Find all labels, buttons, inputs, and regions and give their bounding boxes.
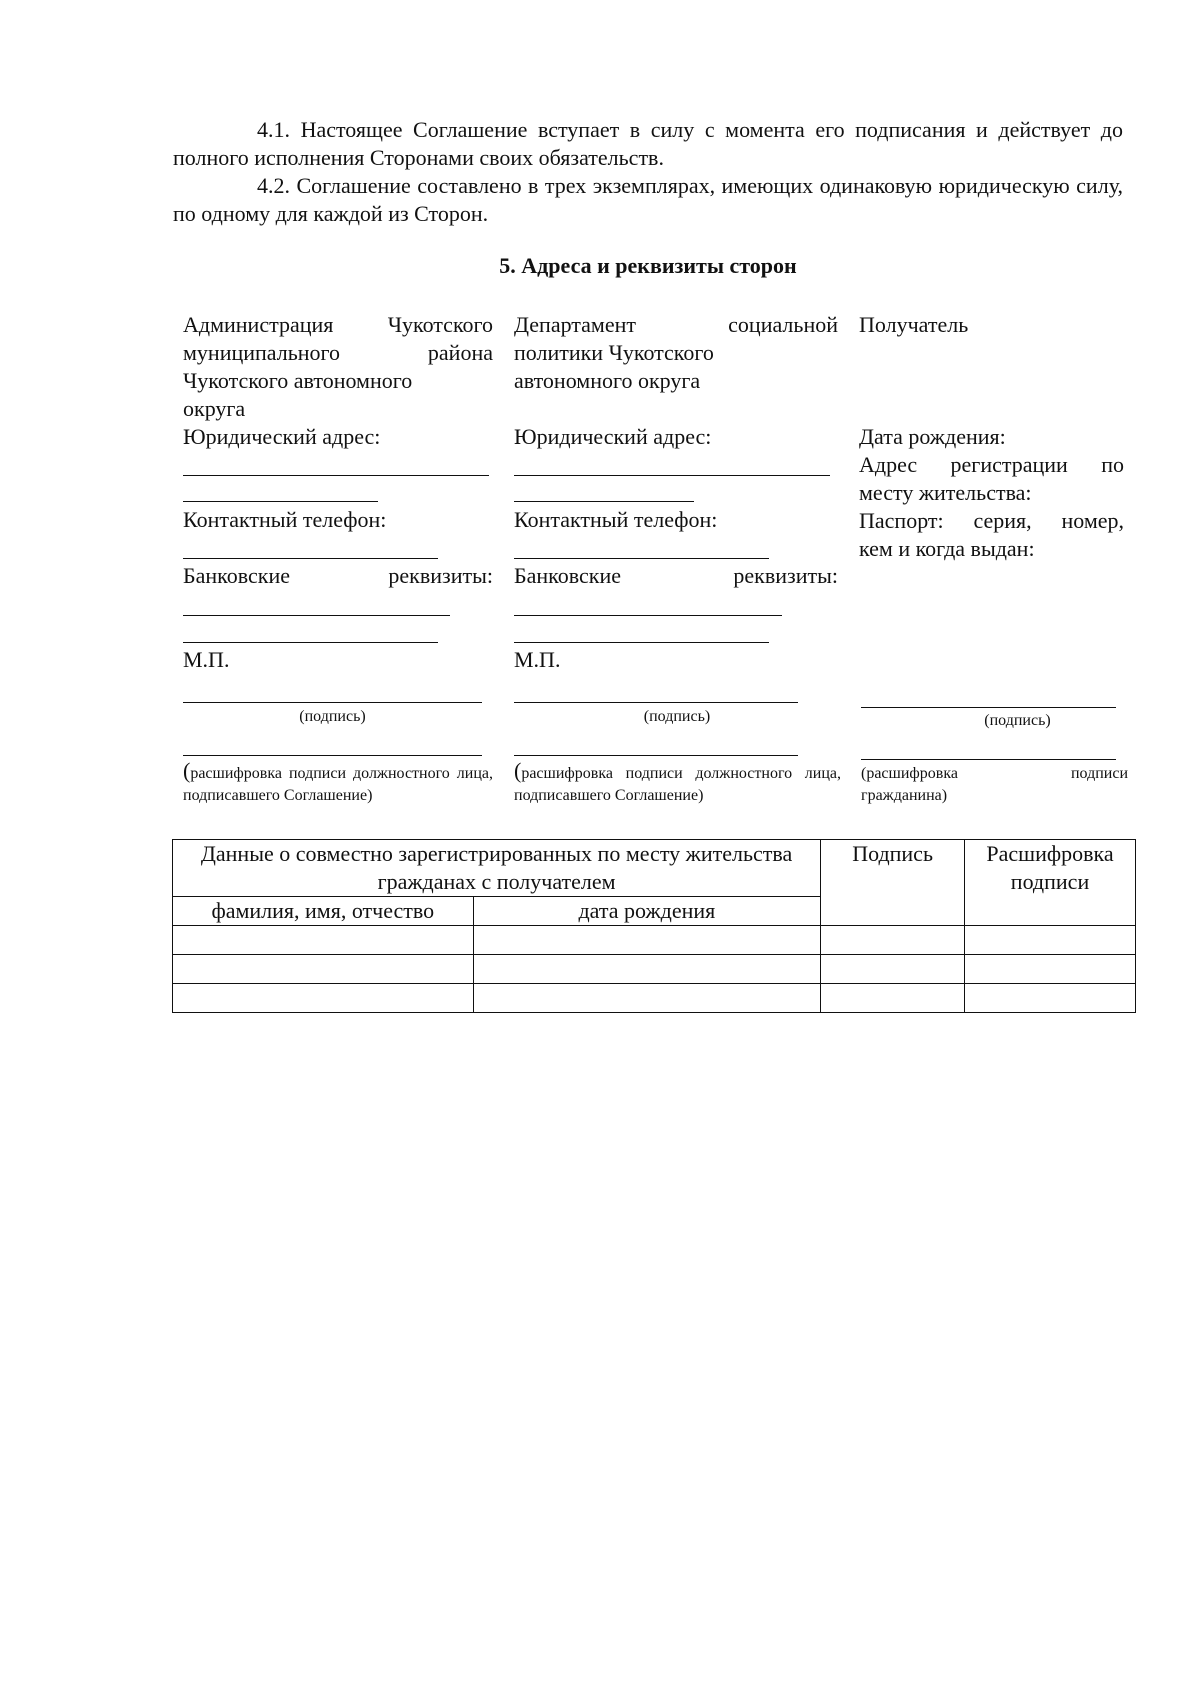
- admin-bank-label: [183, 562, 493, 590]
- dept-bank-label-left: Банковские: [514, 563, 621, 588]
- table-cell[interactable]: [473, 984, 821, 1013]
- admin-bank-label-left: Банковские: [183, 563, 290, 588]
- admin-bank-line-2: [183, 642, 438, 643]
- table-cell[interactable]: [173, 955, 474, 984]
- table-cell[interactable]: [173, 926, 474, 955]
- admin-address-line-2: [183, 501, 378, 502]
- admin-phone-label: Контактный телефон:: [183, 507, 387, 532]
- recipient-decode-first-line: [861, 763, 1128, 785]
- table-row: [173, 984, 1136, 1013]
- admin-bank-label-right: реквизиты:: [388, 563, 493, 588]
- dept-name-last: автономного округа: [514, 368, 701, 393]
- table-cell[interactable]: [821, 926, 965, 955]
- dept-decode-line: [514, 755, 798, 756]
- dept-address-line-2: [514, 501, 694, 502]
- dept-name: Департамент социальной политики Чукотского: [514, 312, 838, 365]
- table-cell[interactable]: [821, 955, 965, 984]
- table-cell[interactable]: [173, 984, 474, 1013]
- table-header-decode: Расшифровка подписи: [965, 840, 1136, 926]
- dept-decode-paren: (: [514, 758, 522, 783]
- table-cell[interactable]: [965, 984, 1136, 1013]
- admin-decode-text: расшифровка подписи должностного лица, подписавшего Соглашение): [183, 765, 493, 804]
- admin-bank-line-1: [183, 615, 450, 616]
- admin-decode-line: [183, 755, 482, 756]
- recipient-reg-address-label: Адрес регистрации по: [859, 452, 1124, 477]
- recipient-birth-date-label: Дата рождения:: [859, 424, 1006, 449]
- dept-bank-label-right: реквизиты:: [733, 563, 838, 588]
- recipient-signature-line: [861, 707, 1116, 708]
- table-header-name: фамилия, имя, отчество: [173, 897, 474, 926]
- recipient-decode-last: гражданина): [861, 787, 948, 804]
- table-cell[interactable]: [473, 955, 821, 984]
- recipient-signature-caption: (подпись): [984, 712, 1051, 729]
- admin-decode-caption: [183, 760, 493, 807]
- dept-decode-caption: [514, 760, 841, 807]
- dept-phone-label: Контактный телефон:: [514, 507, 718, 532]
- admin-stamp-label: М.П.: [183, 647, 230, 672]
- admin-phone-line: [183, 558, 438, 559]
- section-heading: 5. Адреса и реквизиты сторон: [499, 253, 797, 278]
- recipient-decode-caption: [861, 763, 1128, 807]
- admin-decode-paren: (: [183, 758, 191, 783]
- admin-legal-address-label: Юридический адрес:: [183, 424, 381, 449]
- admin-address-line-1: [183, 475, 489, 476]
- paragraph-4-2: 4.2. Соглашение составлено в трех экземплярах, имеющих одинаковую юридическую силу, по одному для каждой из Сторон.: [173, 173, 1123, 226]
- dept-bank-line-2: [514, 642, 769, 643]
- co-registered-table: [172, 839, 1136, 1013]
- recipient-passport-block: [859, 507, 1124, 563]
- table-cell[interactable]: [965, 926, 1136, 955]
- table-cell[interactable]: [473, 926, 821, 955]
- admin-signature-line: [183, 702, 482, 703]
- dept-signature-caption: (подпись): [643, 708, 711, 725]
- table-header-signature: Подпись: [821, 840, 965, 926]
- dept-decode-text: расшифровка подписи должностного лица, подписавшего Соглашение): [514, 765, 841, 804]
- paragraph-4-1: 4.1. Настоящее Соглашение вступает в силу с момента его подписания и действует до полного исполнения Сторонами своих обязательств.: [173, 117, 1123, 170]
- recipient-title: Получатель: [859, 312, 969, 337]
- admin-signature-caption: (подпись): [299, 708, 366, 725]
- admin-name-block: [183, 311, 493, 423]
- table-row: [173, 926, 1136, 955]
- recipient-reg-address-block: [859, 451, 1124, 507]
- table-group-header: Данные о совместно зарегистрированных по месту жительства гражданах с получателем: [173, 840, 821, 897]
- dept-signature-line: [514, 702, 798, 703]
- dept-bank-line-1: [514, 615, 782, 616]
- recipient-decode-right: подписи: [1070, 765, 1128, 782]
- dept-name-block: [514, 311, 838, 395]
- recipient-passport-label: Паспорт: серия, номер,: [859, 508, 1124, 533]
- dept-phone-line: [514, 558, 769, 559]
- table-cell[interactable]: [965, 955, 1136, 984]
- recipient-decode-line: [861, 759, 1116, 760]
- recipient-reg-address-label-last: месту жительства:: [859, 480, 1032, 505]
- table-row: [173, 955, 1136, 984]
- dept-legal-address-label: Юридический адрес:: [514, 424, 712, 449]
- dept-stamp-label: М.П.: [514, 647, 561, 672]
- admin-name-last: округа: [183, 396, 246, 421]
- dept-address-line-1: [514, 475, 830, 476]
- recipient-passport-label-last: кем и когда выдан:: [859, 536, 1035, 561]
- recipient-decode-left: (расшифровка: [861, 765, 958, 782]
- table-cell[interactable]: [821, 984, 965, 1013]
- dept-bank-label: [514, 562, 838, 590]
- admin-name: Администрация Чукотского муниципального района Чукотского автономного: [183, 312, 493, 393]
- table-header-birth: дата рождения: [473, 897, 821, 926]
